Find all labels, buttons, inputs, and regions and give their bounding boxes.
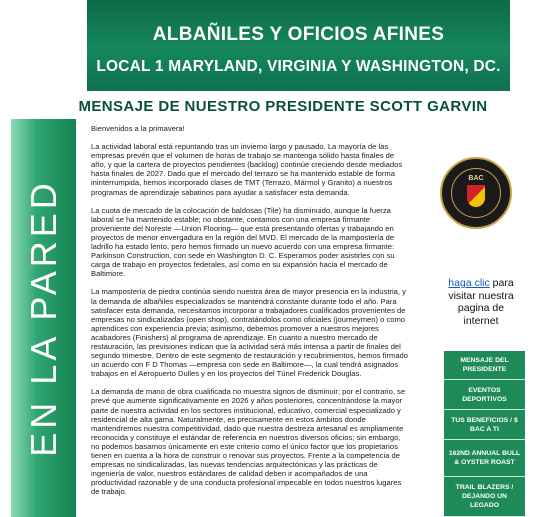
nav-benefits[interactable]: TUS BENEFICIOS / $ BAC A TI: [444, 410, 525, 440]
vertical-banner-text: EN LA PARED: [22, 179, 64, 457]
paragraph: La mampostería de piedra continúa siendo nuestra área de mayor presencia en la industria, y la demanda de albañiles especializados se mantendrá constante durante todo el año. Para satisfacer esta demanda, necesitamos incorporar a trabajadores cualificados provenientes de empresas no sindicalizadas (open shop), contratándolos como oficiales (journeymen) o como aprendices con experiencia previa; asimismo, debemos promover a nuestros mejores acabadores (Finishers) al programa de aprendizaje. En cuanto a nuestro mercado de restauración, las previsiones indican que la actividad será más intensa a partir de finales del segundo trimestre. Dentro de este segmento de restauración y recubrimientos, hemos firmado un acuerdo con F D Thomas —empresa con sede en Baltimore—, la cual tendrá asignados trabajos en el Aeropuerto Dulles y en los proyectos del Túnel Frederick Douglas.: [91, 287, 408, 379]
header-title: ALBAÑILES Y OFICIOS AFINES: [152, 24, 445, 45]
vertical-banner: [11, 119, 76, 517]
maryland-shield-icon: [467, 185, 485, 207]
nav-president-message[interactable]: MENSAJE DEL PRESIDENTE: [444, 351, 525, 380]
bac-seal-logo: [440, 157, 512, 229]
paragraph: La cuota de mercado de la colocación de baldosas (Tile) ha disminuido, aunque la fuerza laboral se ha mantenido estable; no obstante, contamos con una empresa firmante proveniente del Noreste —Union Flooring— que está presentando ofertas y trabajando en proyectos de menor envergadura en la región del MVD. El mercado de la mampostería de ladrillo ha estado lento, pero hemos firmado un nuevo acuerdo con una empresa firmante: Parkinson Construction, con sede en Washington D. C. Esperamos poder asistirles con su carga de trabajo en proyectos federales, así como en su expansión hacia el mercado de Baltimore.: [91, 205, 395, 279]
nav-bull-oyster-roast[interactable]: 162ND ANNUAL BULL & OYSTER ROAST: [444, 440, 525, 477]
paragraph: La demanda de mano de obra cualificada no muestra signos de disminuir; por el contrario, se prevé que aumente significativamente en 2026 y años posteriores, concentrándose la mayor parte de nuestra actividad en los sectores institucional, educativo, comercial especializado y residencial de alta gama. Naturalmente, es precisamente en estos ámbitos donde mantendremos nuestra competitividad, dado que nuestra destreza artesanal es ampliamente reconocida y constituye el estándar de referencia en nuestros diversos oficios; sin embargo, no podemos basarnos únicamente en este criterio como el único factor que los propietarios tienen en cuenta a la hora de construir o renovar sus proyectos. Frente a la competencia de empresas no sindicalizadas, las nuevas tendencias arquitectónicas y las prácticas de ingeniería de valor, nuestros estándares de calidad deben ir acompañados de una productividad razonable y de una conducta profesional impecable en todos nuestros lugares de trabajo.: [91, 387, 406, 497]
website-link-text: para visitar nuestra pagina de internet: [448, 277, 514, 327]
website-link-box: [443, 277, 519, 327]
paragraph: La actividad laboral está repuntando tras un invierno largo y pausado. La mayoría de las empresas prevén que el volumen de horas de trabajo se mantenga sólido hasta finales de año, y que la cartera de proyectos pendientes (backlog) continúe creciendo desde mediados hasta finales de 2027. Dado que el mercado del terrazo se ha mantenido estable de forma ininterrumpida, hemos incorporado clases de TMT (Terrazo, Mármol y Granito) a nuestros programas de aprendizaje sabatinos para ayudar a satisfacer esta demanda.: [91, 142, 403, 197]
seal-text: BAC: [468, 175, 484, 182]
side-nav: [444, 351, 525, 517]
greeting: Bienvenidos a la primavera!: [91, 124, 185, 133]
page-title: MENSAJE DE NUESTRO PRESIDENTE SCOTT GARVIN: [78, 98, 488, 115]
seal-emblem: [461, 175, 491, 213]
nav-sports-events[interactable]: EVENTOS DEPORTIVOS: [444, 380, 525, 410]
website-link[interactable]: haga clic: [448, 277, 490, 289]
header-banner: [87, 0, 510, 91]
message-body: [91, 124, 409, 505]
header-local: LOCAL 1 MARYLAND, VIRGINIA Y WASHINGTON, DC.: [96, 58, 501, 75]
nav-trail-blazers[interactable]: TRAIL BLAZERS / DEJANDO UN LEGADO: [444, 477, 525, 517]
